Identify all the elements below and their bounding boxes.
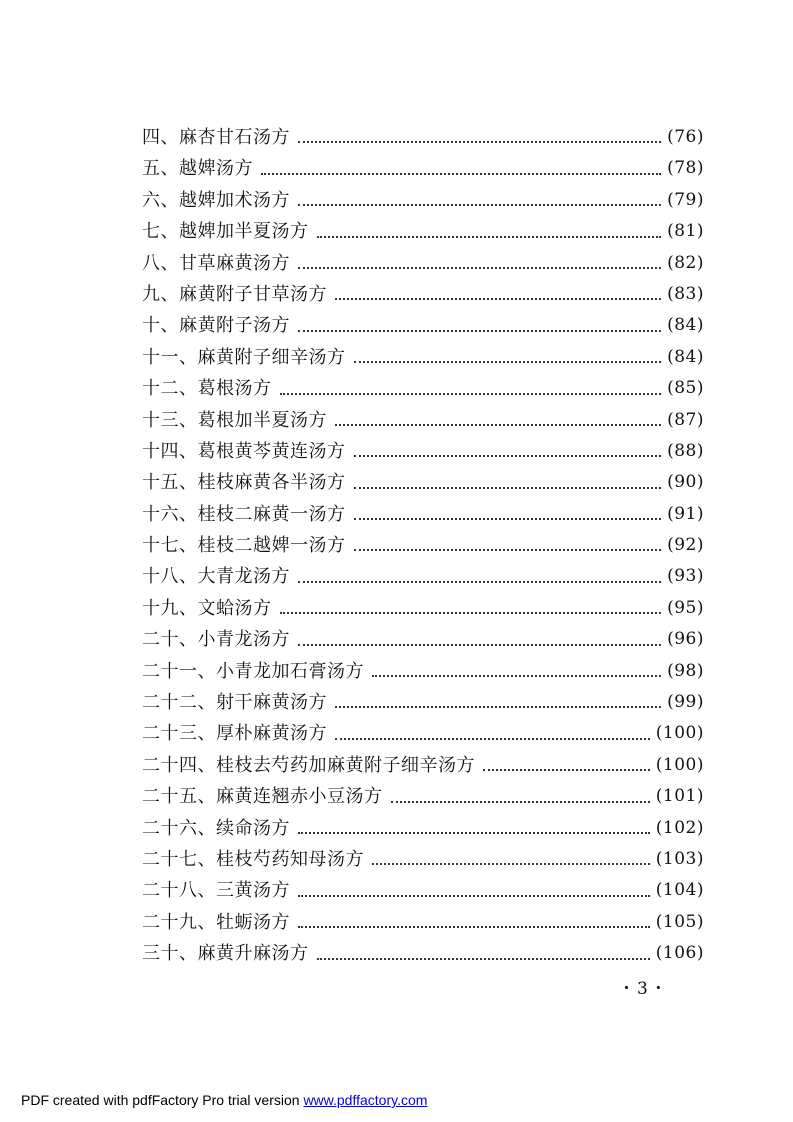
toc-entry-page: (84)	[667, 346, 704, 367]
toc-entry[interactable]	[142, 593, 704, 624]
toc-entry-page: (78)	[667, 158, 704, 179]
toc-entry[interactable]	[142, 310, 704, 341]
toc-entry-page: (101)	[655, 786, 704, 807]
toc-entry[interactable]	[142, 153, 704, 184]
toc-entry[interactable]	[142, 216, 704, 247]
toc-entry[interactable]	[142, 687, 704, 718]
dot-leader	[335, 706, 661, 708]
toc-entry-page: (100)	[655, 723, 704, 744]
toc-entry-page: (91)	[667, 503, 704, 524]
toc-entry-title: 六、越婢加术汤方	[142, 189, 290, 211]
dot-leader	[354, 549, 662, 551]
toc-entry[interactable]	[142, 373, 704, 404]
toc-entry[interactable]	[142, 499, 704, 530]
table-of-contents	[142, 122, 704, 970]
toc-entry[interactable]	[142, 624, 704, 655]
toc-entry-page: (105)	[655, 911, 704, 932]
dot-leader	[354, 518, 662, 520]
toc-entry-title: 二十八、三黄汤方	[142, 880, 290, 902]
toc-entry-page: (102)	[655, 817, 704, 838]
dot-leader	[261, 173, 661, 175]
dot-leader	[372, 863, 650, 865]
toc-entry-title: 三十、麻黄升麻汤方	[142, 943, 309, 965]
toc-entry[interactable]	[142, 467, 704, 498]
dot-leader	[354, 361, 662, 363]
toc-entry-page: (99)	[667, 692, 704, 713]
toc-entry[interactable]	[142, 718, 704, 749]
toc-entry-title: 十、麻黄附子汤方	[142, 315, 290, 337]
toc-entry-title: 七、越婢加半夏汤方	[142, 221, 309, 243]
dot-leader	[298, 581, 661, 583]
dot-leader	[298, 141, 661, 143]
toc-entry-title: 十一、麻黄附子细辛汤方	[142, 346, 346, 368]
toc-entry-page: (93)	[667, 566, 704, 587]
dot-leader	[298, 832, 650, 834]
toc-entry-title: 二十七、桂枝芍药知母汤方	[142, 848, 364, 870]
toc-entry-page: (95)	[667, 597, 704, 618]
toc-entry-page: (85)	[667, 378, 704, 399]
dot-leader	[298, 895, 650, 897]
dot-leader	[280, 612, 662, 614]
toc-entry-page: (87)	[667, 409, 704, 430]
dot-leader	[317, 236, 662, 238]
toc-entry-title: 二十五、麻黄连翘赤小豆汤方	[142, 786, 383, 808]
toc-entry[interactable]	[142, 342, 704, 373]
toc-entry[interactable]	[142, 938, 704, 969]
dot-leader	[335, 298, 661, 300]
toc-entry-page: (76)	[667, 126, 704, 147]
dot-leader	[298, 644, 661, 646]
dot-leader	[335, 424, 661, 426]
toc-entry-title: 二十九、牡蛎汤方	[142, 911, 290, 933]
dot-leader	[354, 455, 662, 457]
toc-entry-title: 十九、文蛤汤方	[142, 597, 272, 619]
toc-entry[interactable]	[142, 122, 704, 153]
dot-leader	[483, 769, 650, 771]
toc-entry-page: (103)	[655, 848, 704, 869]
toc-entry-page: (100)	[655, 754, 704, 775]
toc-entry-title: 十四、葛根黄芩黄连汤方	[142, 440, 346, 462]
toc-entry-page: (81)	[667, 221, 704, 242]
toc-entry[interactable]	[142, 781, 704, 812]
toc-entry-title: 五、越婢汤方	[142, 158, 253, 180]
toc-entry[interactable]	[142, 750, 704, 781]
dot-leader	[335, 738, 650, 740]
toc-entry-title: 十三、葛根加半夏汤方	[142, 409, 327, 431]
toc-entry-page: (106)	[655, 943, 704, 964]
toc-entry[interactable]	[142, 561, 704, 592]
footer-link[interactable]: www.pdffactory.com	[303, 1092, 428, 1108]
toc-entry-title: 二十一、小青龙加石膏汤方	[142, 660, 364, 682]
toc-entry-title: 四、麻杏甘石汤方	[142, 126, 290, 148]
toc-entry-title: 二十二、射干麻黄汤方	[142, 692, 327, 714]
toc-entry-page: (79)	[667, 189, 704, 210]
toc-entry[interactable]	[142, 405, 704, 436]
toc-entry[interactable]	[142, 656, 704, 687]
toc-entry-title: 十八、大青龙汤方	[142, 566, 290, 588]
toc-entry-page: (84)	[667, 315, 704, 336]
toc-entry[interactable]	[142, 185, 704, 216]
toc-entry[interactable]	[142, 907, 704, 938]
toc-entry-title: 二十六、续命汤方	[142, 817, 290, 839]
pdf-footer	[21, 1092, 427, 1108]
toc-entry-title: 二十四、桂枝去芍药加麻黄附子细辛汤方	[142, 754, 475, 776]
page-number: ・3・	[618, 979, 669, 999]
toc-entry-title: 二十、小青龙汤方	[142, 629, 290, 651]
dot-leader	[298, 204, 661, 206]
dot-leader	[372, 675, 661, 677]
dot-leader	[298, 267, 661, 269]
toc-entry-page: (90)	[667, 472, 704, 493]
dot-leader	[280, 393, 662, 395]
toc-entry-page: (82)	[667, 252, 704, 273]
toc-entry[interactable]	[142, 844, 704, 875]
dot-leader	[317, 958, 650, 960]
toc-entry-page: (104)	[655, 880, 704, 901]
toc-entry[interactable]	[142, 279, 704, 310]
toc-entry[interactable]	[142, 813, 704, 844]
toc-entry-page: (83)	[667, 283, 704, 304]
toc-entry-title: 二十三、厚朴麻黄汤方	[142, 723, 327, 745]
toc-entry[interactable]	[142, 248, 704, 279]
toc-entry-title: 九、麻黄附子甘草汤方	[142, 283, 327, 305]
toc-entry-page: (92)	[667, 535, 704, 556]
dot-leader	[298, 926, 650, 928]
toc-entry-title: 十二、葛根汤方	[142, 378, 272, 400]
dot-leader	[354, 487, 662, 489]
toc-entry-page: (96)	[667, 629, 704, 650]
toc-entry-page: (88)	[667, 440, 704, 461]
toc-entry[interactable]	[142, 530, 704, 561]
dot-leader	[391, 801, 650, 803]
toc-entry[interactable]	[142, 436, 704, 467]
toc-entry-title: 十六、桂枝二麻黄一汤方	[142, 503, 346, 525]
footer-text: PDF created with pdfFactory Pro trial version	[21, 1092, 304, 1108]
dot-leader	[298, 330, 661, 332]
toc-entry-page: (98)	[667, 660, 704, 681]
toc-entry[interactable]	[142, 875, 704, 906]
toc-entry-title: 十五、桂枝麻黄各半汤方	[142, 472, 346, 494]
toc-entry-title: 十七、桂枝二越婢一汤方	[142, 535, 346, 557]
toc-entry-title: 八、甘草麻黄汤方	[142, 252, 290, 274]
